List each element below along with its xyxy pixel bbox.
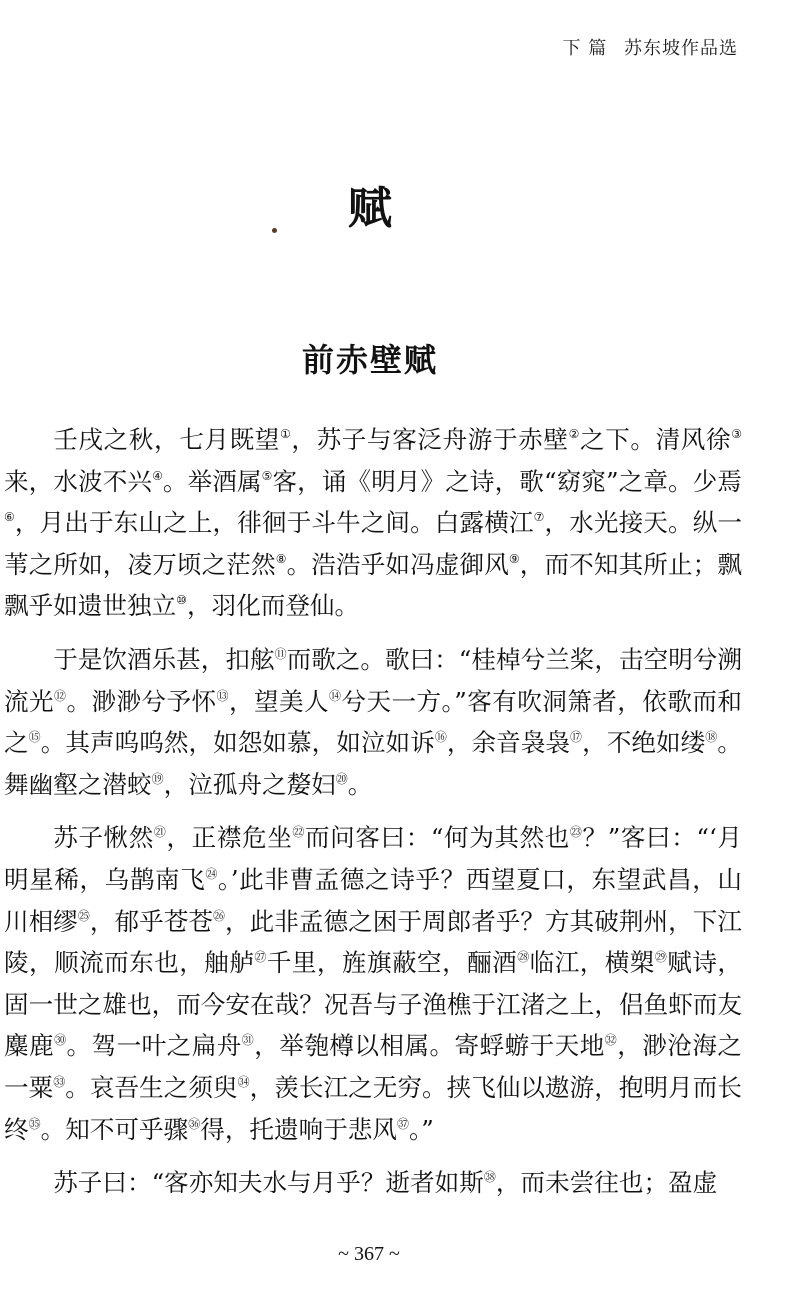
footnote-marker: ⑥ xyxy=(4,510,15,525)
text-run: 而问客曰：“何为其然也 xyxy=(304,823,570,853)
text-run: 。驾一叶之扁舟 xyxy=(66,1031,242,1061)
text-run: ，月出于东山之上，徘徊于斗牛之间。白露横江 xyxy=(14,508,534,538)
text-run: 苏子愀然 xyxy=(53,823,154,853)
footnote-marker: ⑬ xyxy=(216,688,229,703)
text-run: 临江，横槊 xyxy=(529,948,655,978)
footnote-marker: ⑧ xyxy=(275,551,287,566)
section-title: 赋 xyxy=(348,183,392,234)
footnote-marker: ㉔ xyxy=(205,866,218,881)
essay-title: 前赤壁赋 xyxy=(301,341,438,379)
footnote-marker: ㉒ xyxy=(292,825,305,840)
text-run: 赋诗，固一世之雄也，而今安在哉？况吾与子渔樵于江渚之上，侣鱼虾而友麋鹿 xyxy=(4,948,742,1061)
footnote-marker: ㉕ xyxy=(77,908,90,923)
footnote-marker: ⑦ xyxy=(533,510,545,525)
page-number: ~ 367 ~ xyxy=(338,1243,400,1265)
footnote-marker: ㊳ xyxy=(483,1170,496,1185)
text-run: ，渺沧海之一粟 xyxy=(4,1031,742,1102)
footnote-marker: ㉘ xyxy=(517,950,530,965)
text-run: ，苏子与客泛舟游于赤壁 xyxy=(291,425,569,454)
footnote-marker: ㉜ xyxy=(604,1033,618,1048)
footnote-marker: ㉑ xyxy=(153,825,167,840)
footnote-marker: ① xyxy=(280,427,292,441)
footnote-marker: ⑯ xyxy=(434,730,447,745)
footnote-marker: ⑳ xyxy=(335,771,348,786)
footnote-marker: ⑭ xyxy=(329,688,342,703)
footnote-marker: ⑤ xyxy=(261,468,273,483)
text-run: 之下。清风徐 xyxy=(580,425,732,454)
footnote-marker: ㊱ xyxy=(188,1116,201,1131)
running-header xyxy=(553,34,738,60)
text-run: ，郁乎苍苍 xyxy=(89,906,213,936)
text-run: 于是饮酒乐甚，扣舷 xyxy=(53,644,275,674)
text-run: ？”客曰：“‘月明星稀，乌鹊南飞 xyxy=(4,823,742,894)
header-part: 下 篇 xyxy=(562,38,608,59)
footnote-marker: ㉙ xyxy=(654,950,668,965)
text-run: 。渺渺兮予怀 xyxy=(66,686,217,716)
text-run: ，羡长江之无穷。挟飞仙以遨游，抱明月而长终 xyxy=(4,1072,742,1144)
paragraph-1 xyxy=(4,419,742,627)
footnote-marker: ⑮ xyxy=(28,730,41,745)
footnote-marker: ㊲ xyxy=(396,1116,409,1131)
text-run: 苏子曰：“客亦知夫水与月乎？逝者如斯 xyxy=(53,1168,484,1198)
text-run: 。’此非曹孟德之诗乎？西望夏口，东望武昌，山川相缪 xyxy=(4,864,742,936)
text-run: 。其声呜呜然，如怨如慕，如泣如诉 xyxy=(40,728,435,758)
footnote-marker: ⑪ xyxy=(274,646,287,661)
text-run: 而歌之。歌曰：“桂棹兮兰桨，击空明兮溯流光 xyxy=(4,644,742,716)
footnote-marker: ㉛ xyxy=(241,1033,255,1048)
text-run: 。举酒属 xyxy=(162,466,262,496)
text-run: ，余音袅袅 xyxy=(446,728,571,758)
paragraph-2 xyxy=(4,639,742,805)
footnote-marker: ㉟ xyxy=(28,1116,41,1131)
text-run: 。舞幽壑之潜蛟 xyxy=(4,728,742,799)
text-run: 客，诵《明月》之诗，歌“窈窕”之章。少焉 xyxy=(272,466,742,496)
footnote-marker: ③ xyxy=(731,427,742,441)
text-run: 。 xyxy=(347,769,373,799)
footnote-marker: ⑫ xyxy=(54,688,67,703)
text-run: ，而不知其所止；飘飘乎如遗世独立 xyxy=(4,549,742,621)
footnote-marker: ㉓ xyxy=(569,825,583,840)
text-run: ，羽化而登仙。 xyxy=(186,591,360,621)
footnote-marker: ⑰ xyxy=(570,730,583,745)
essay-body xyxy=(4,419,742,1216)
text-run: ，泣孤舟之嫠妇 xyxy=(163,769,336,799)
text-run: ，望美人 xyxy=(228,686,330,716)
text-run: 。浩浩乎如冯虚御风 xyxy=(286,549,509,579)
text-run: 。” xyxy=(409,1114,434,1144)
footnote-marker: ② xyxy=(568,427,580,441)
footnote-marker: ⑱ xyxy=(705,730,718,745)
footnote-marker: ④ xyxy=(152,468,163,483)
text-run: ，举匏樽以相属。寄蜉蝣于天地 xyxy=(254,1031,605,1061)
footnote-marker: ⑨ xyxy=(508,551,520,566)
footnote-marker: ㉖ xyxy=(212,908,226,923)
text-run: ，此非孟德之困于周郎者乎？方其破荆州，下江陵，顺流而东也，舳舻 xyxy=(4,906,742,978)
footnote-marker: ㉚ xyxy=(54,1033,67,1048)
text-run: 。哀吾生之须臾 xyxy=(65,1072,238,1102)
text-run: ，水光接天。纵一苇之所如，凌万顷之茫然 xyxy=(4,508,742,579)
footnote-marker: ⑩ xyxy=(176,593,187,608)
text-run: 来，水波不兴 xyxy=(4,466,153,496)
text-run: 。知不可乎骤 xyxy=(40,1114,189,1144)
footnote-marker: ㉞ xyxy=(237,1074,250,1089)
text-run: 兮天一方。”客有吹洞箫者，依歌而和之 xyxy=(4,686,742,758)
footnote-marker: ㉗ xyxy=(254,950,267,965)
text-run: ，而未尝往也；盈虚 xyxy=(495,1168,718,1198)
text-run: ，不绝如缕 xyxy=(582,728,706,758)
text-run: 壬戌之秋，七月既望 xyxy=(53,425,281,454)
text-run: 千里，旌旗蔽空，酾酒 xyxy=(266,948,518,978)
footnote-marker: ㉝ xyxy=(53,1074,66,1089)
text-run: ，正襟危坐 xyxy=(166,823,293,853)
paragraph-3 xyxy=(4,817,742,1150)
text-run: 得，托遗响于悲风 xyxy=(200,1114,397,1144)
header-book-title: 苏东坡作品选 xyxy=(624,38,738,59)
footnote-marker: ⑲ xyxy=(151,771,164,786)
paragraph-4 xyxy=(4,1162,742,1204)
